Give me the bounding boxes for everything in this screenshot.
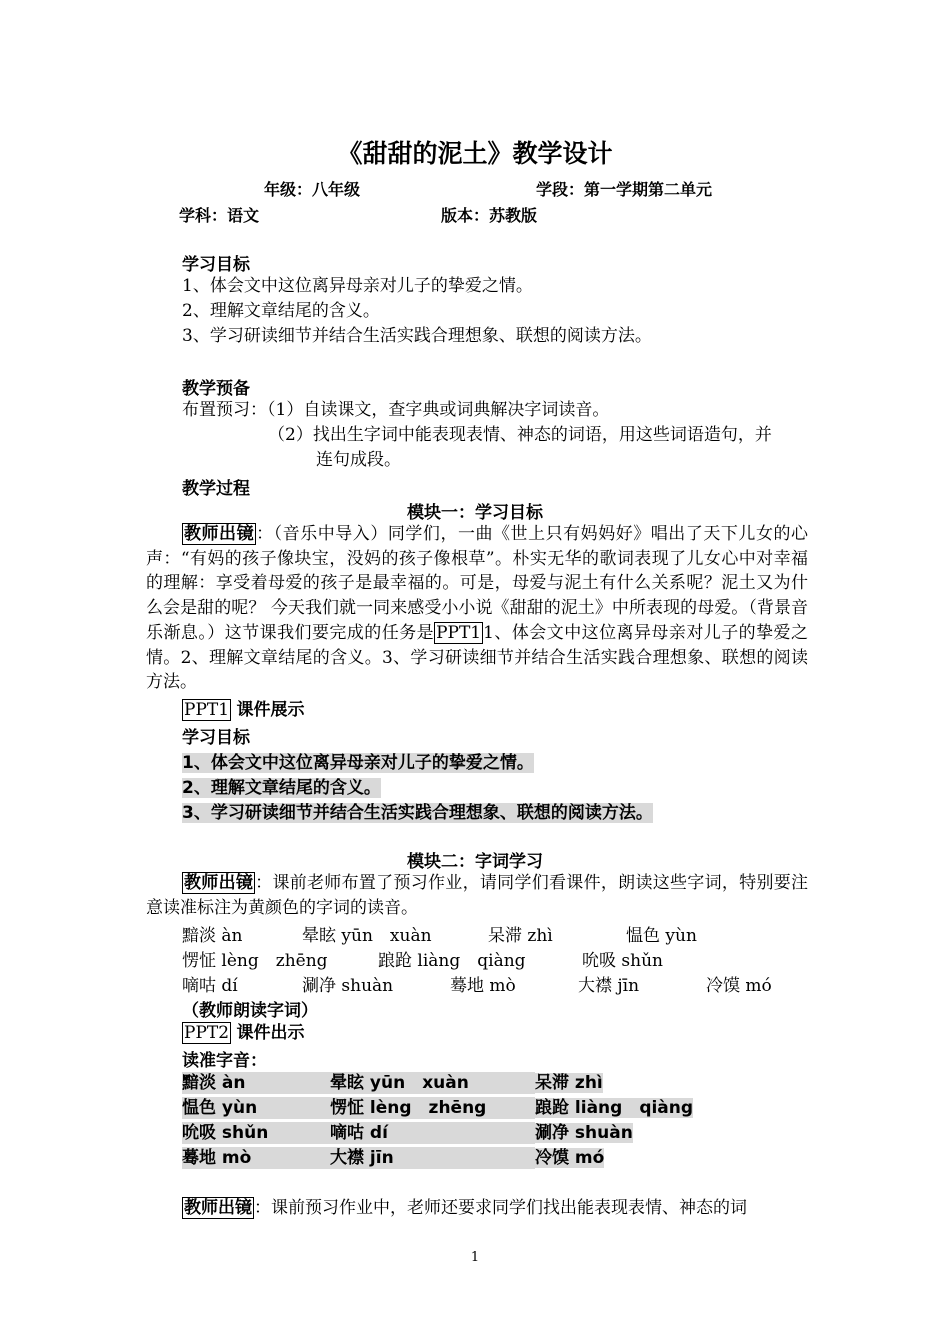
module2-paragraph: 教师出镜 ：课前老师布置了预习作业，请同学们看课件，朗读这些字词，特别要注意读准标注为黄颜色的字词的读音。 [146,873,809,918]
prep-line: 布置预习：（1）自读课文，查字典或词典解决字词读音。 [182,400,610,420]
module1-paragraph: 教师出镜 ：（音乐中导入）同学们，一曲《世上只有妈妈好》唱出了天下儿女的心声：“有妈的孩子像块宝，没妈的孩子像根草”。朴实无华的歌词表现了儿女心中对幸福的理解：享受着母爱的孩子是最幸福的。可是，母爱与泥土有什么关系呢？泥土又为什么会是甜的呢？ 今天我们就一同来感受小小说《甜甜的泥土》中所表现的母爱。（背景音乐渐息。）这节课我们要完成的任务是 PPT1 1、体会文中这位离异母亲对儿子的挚爱之情。2、理解文章结尾的含义。3、学习研读细节并结合生活实践合理想象、联想的阅读方法。 [146,524,809,693]
ppt1-label: PPT1 [184,700,230,720]
module1-title: 模块一：学习目标 [407,503,543,523]
document-page: 《甜甜的泥土》教学设计 年级：八年级 学段：第一学期第二单元 学科：语文 版本：苏教版 学习目标 1、体会文中这位离异母亲对儿子的挚爱之情。 2、理解文章结尾的含义。 3、学习研读细节并结合生活实践合理想象、联想的阅读方法。 教学预备 布置预习：（1）自读课文，查字典或词典解决字词读音。 （2）找出生字词中能表现表情、神态的词语，用这些词语造句，并 连句成段。 教学过程 模块一：学习目标 教师出镜 ：（音乐中导入）同学们，一曲《世上只有妈妈好》唱出了天下儿女的心声：“有妈的孩子像块宝，没妈的孩子像根草”。朴实无华的歌词表现了儿女心中对幸福的理解：享受着母爱的孩子是最幸福的。可是，母爱与泥土有什么关系呢？泥土又为什么会是甜的呢？ 今天我们就一同来感受小小说《甜甜的泥土》中所表现的母爱。（背景音乐渐息。）这节课我们要完成的任务是 PPT1 1、体会文中这位离异母亲对儿子的挚爱之情。2、理解文章结尾的含义。3、学习研读细节并结合生活实践合理想象、联想的阅读方法。 PPT1 课件展示 学习目标 1、体会文中这位离异母亲对儿子的挚爱之情。 2、理解文章结尾的含义。 3、学习研读细节并结合生活实践合理想象、联想的阅读方法。 模块二：字词学习 教师出镜 ：课前老师布置了预习作业，请同学们看课件，朗读这些字词，特别要注意读准标注为黄颜色的字词的读音。 黯淡 àn 晕眩 yūn xuàn 呆滞 zhì 愠色 yùn 愣怔 lèng zhēng 踉跄 liàng qiàng 吮吸 shǔn 嘀咕 dí 涮净 shuàn 蓦地 mò 大襟 jīn 冷馍 mó （教师朗读字词） PPT2 课件出示 读准字音： 黯淡 àn 晕眩 yūn xuàn 呆滞 zhì 愠色 yùn 愣怔 lèng zhēng 踉跄 liàng qiàng 吮吸 shǔn 嘀咕 dí 涮净 shuàn 蓦地 mò 大襟 jīn 冷馍 mó 教师出镜 ：课前预习作业中，老师还要求同学们找出能表现表情、神态的词 1 [0,0,950,1344]
meta-subject: 学科：语文 [179,206,260,225]
slide1-item: 1、体会文中这位离异母亲对儿子的挚爱之情。 [182,753,534,773]
teacher-on-camera-label: 教师出镜 [184,873,254,893]
teacher-on-camera-label: 教师出镜 [184,524,255,544]
teacher-read-note: （教师朗读字词） [182,1001,318,1021]
ppt1-caption: PPT1 课件展示 [184,700,305,720]
teacher-on-camera-label: 教师出镜 [184,1198,252,1218]
meta-edition: 版本：苏教版 [441,206,538,225]
process-heading: 教学过程 [182,479,250,499]
ppt2-caption: PPT2 课件出示 [184,1023,305,1043]
meta-grade: 年级：八年级 [264,180,361,199]
goal-item: 3、学习研读细节并结合生活实践合理想象、联想的阅读方法。 [182,326,652,346]
word-row: 愣怔 lèng zhēng 踉跄 liàng qiàng 吮吸 shǔn [182,951,663,971]
slide2-heading: 读准字音： [182,1051,267,1071]
meta-stage: 学段：第一学期第二单元 [536,180,713,199]
ppt1-inline-label: PPT1 [436,622,482,643]
page-title: 《甜甜的泥土》教学设计 [337,139,613,168]
ppt2-label: PPT2 [184,1023,230,1043]
slide1-heading: 学习目标 [182,728,250,748]
word-row: 嘀咕 dí 涮净 shuàn 蓦地 mò 大襟 jīn 冷馍 mó [182,976,772,996]
goals-heading: 学习目标 [182,255,250,275]
slide1-item: 2、理解文章结尾的含义。 [182,778,381,798]
prep-line: 连句成段。 [316,450,401,470]
goal-item: 2、理解文章结尾的含义。 [182,301,380,321]
goal-item: 1、体会文中这位离异母亲对儿子的挚爱之情。 [182,276,533,296]
slide1-item: 3、学习研读细节并结合生活实践合理想象、联想的阅读方法。 [182,803,653,823]
word-row: 黯淡 àn 晕眩 yūn xuàn 呆滞 zhì 愠色 yùn [182,926,697,946]
page-number: 1 [470,1250,480,1265]
prep-line: （2）找出生字词中能表现表情、神态的词语，用这些词语造句，并 [268,425,772,445]
prep-heading: 教学预备 [182,379,250,399]
last-line: 教师出镜 ：课前预习作业中，老师还要求同学们找出能表现表情、神态的词 [184,1198,747,1218]
module2-title: 模块二：字词学习 [407,852,543,872]
